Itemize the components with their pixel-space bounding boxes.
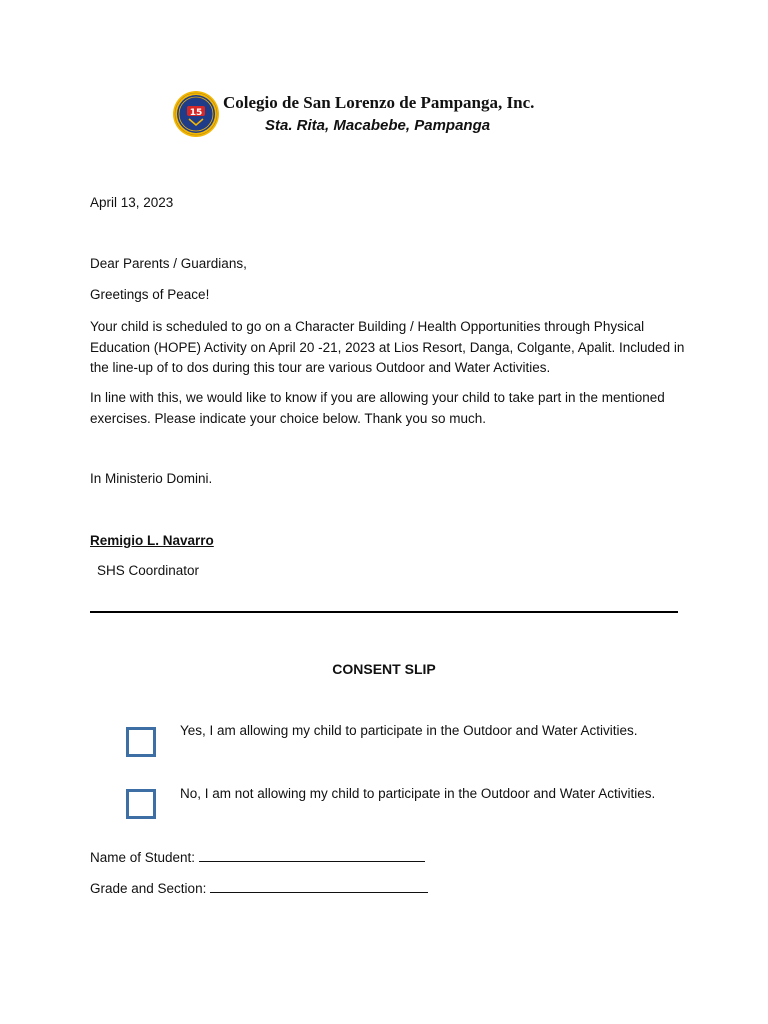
section-divider [90,611,678,613]
school-seal-icon [172,90,220,138]
consent-no-checkbox[interactable] [126,789,156,819]
school-name: Colegio de San Lorenzo de Pampanga, Inc. [223,93,535,112]
consent-slip-title: CONSENT SLIP [332,661,436,677]
svg-text:15: 15 [189,108,203,118]
paragraph-announcement: Your child is scheduled to go on a Character Building / Health Opportunities through Physical Education (HOPE) Activity on April 20 -21, 2023 at Lios Resort, Danga, Colgante, Apalit. Included in the line-up of to dos during this tour are various Outdoor and Water Activities. [90,319,685,375]
grade-section-blank[interactable] [210,878,428,893]
consent-no-label: No, I am not allowing my child to participate in the Outdoor and Water Activities. [180,786,656,801]
grade-section-field [90,878,428,896]
school-address: Sta. Rita, Macabebe, Pampanga [265,117,491,134]
student-name-label: Name of Student: [90,850,196,865]
letter-date: April 13, 2023 [90,195,174,210]
student-name-blank[interactable] [199,847,425,862]
paragraph-request: In line with this, we would like to know if you are allowing your child to take part in the mentioned exercises. Please indicate your choice below. Thank you so much. [90,390,665,426]
closing-line: In Ministerio Domini. [90,471,213,486]
grade-section-label: Grade and Section: [90,881,207,896]
consent-yes-label: Yes, I am allowing my child to participate in the Outdoor and Water Activities. [180,723,638,738]
signer-name: Remigio L. Navarro [90,533,214,548]
salutation: Dear Parents / Guardians, [90,256,247,271]
signer-title: SHS Coordinator [97,563,200,578]
greeting: Greetings of Peace! [90,287,210,302]
consent-yes-checkbox[interactable] [126,727,156,757]
student-name-field [90,847,425,865]
